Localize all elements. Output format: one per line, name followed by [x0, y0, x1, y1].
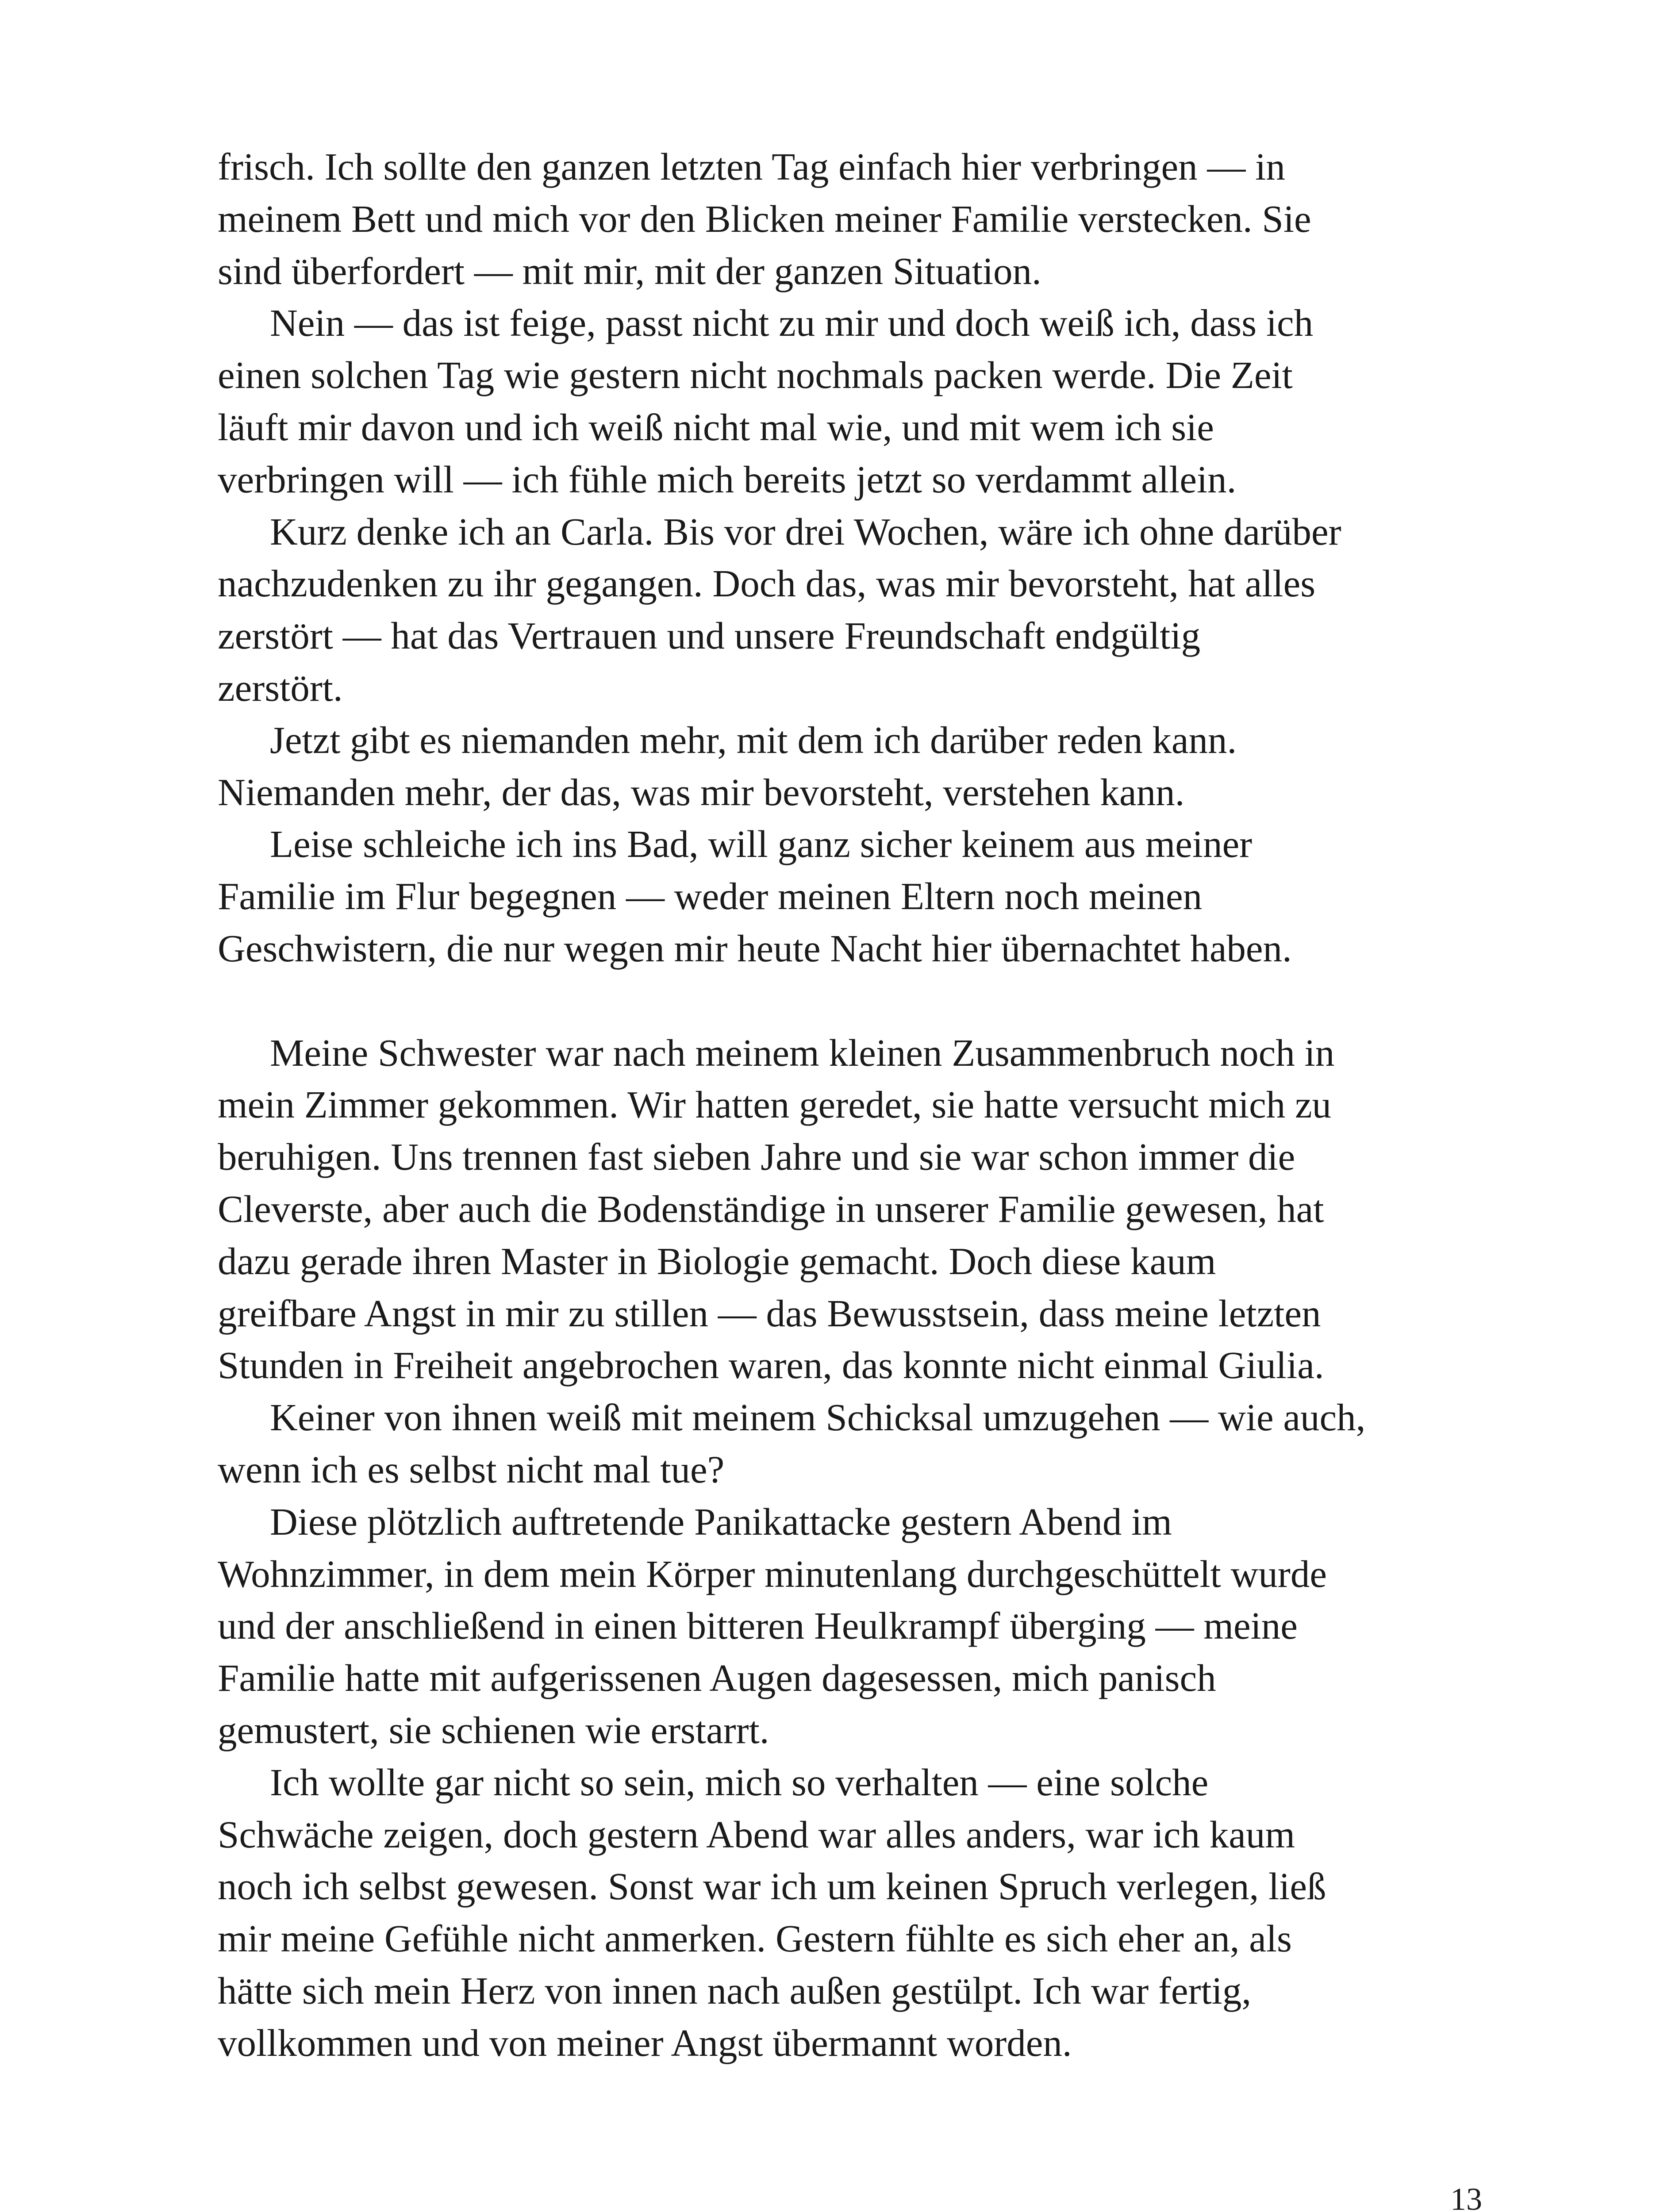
text-line: Schwäche zeigen, doch gestern Abend war alles anders, war ich kaum: [218, 1813, 1295, 1856]
page-number: 13: [1450, 2181, 1482, 2212]
text-line: zerstört.: [218, 666, 343, 709]
text-line: Kurz denke ich an Carla. Bis vor drei Wochen, wäre ich ohne darüber: [270, 510, 1341, 553]
text-line: frisch. Ich sollte den ganzen letzten Tag einfach hier verbringen — in: [218, 145, 1285, 188]
paragraph-8: [218, 1496, 1501, 1756]
text-line: zerstört — hat das Vertrauen und unsere Freundschaft endgültig: [218, 614, 1201, 657]
text-line: Leise schleiche ich ins Bad, will ganz sicher keinem aus meiner: [270, 822, 1253, 866]
paragraph-6: [218, 1027, 1501, 1392]
text-line: Nein — das ist feige, passt nicht zu mir und doch weiß ich, dass ich: [270, 301, 1314, 345]
text-line: Familie im Flur begegnen — weder meinen Eltern noch meinen: [218, 875, 1203, 918]
paragraph-9: [218, 1756, 1501, 2069]
text-line: verbringen will — ich fühle mich bereits jetzt so verdammt allein.: [218, 457, 1237, 501]
text-line: läuft mir davon und ich weiß nicht mal wie, und mit wem ich sie: [218, 405, 1214, 449]
body-text: [218, 141, 1501, 2069]
text-line: Wohnzimmer, in dem mein Körper minutenlang durchgeschüttelt wurde: [218, 1552, 1327, 1595]
text-line: einen solchen Tag wie gestern nicht nochmals packen werde. Die Zeit: [218, 353, 1293, 397]
text-line: Ich wollte gar nicht so sein, mich so verhalten — eine solche: [270, 1760, 1209, 1804]
paragraph-2: [218, 297, 1501, 505]
text-line: Geschwistern, die nur wegen mir heute Nacht hier übernachtet haben.: [218, 926, 1292, 970]
paragraph-7: [218, 1391, 1501, 1496]
text-line: Niemanden mehr, der das, was mir bevorsteht, verstehen kann.: [218, 770, 1185, 814]
text-line: Meine Schwester war nach meinem kleinen Zusammenbruch noch in: [270, 1031, 1335, 1074]
text-line: sind überfordert — mit mir, mit der ganzen Situation.: [218, 249, 1041, 292]
text-line: Cleverste, aber auch die Bodenständige in unserer Familie gewesen, hat: [218, 1187, 1324, 1230]
text-line: gemustert, sie schienen wie erstarrt.: [218, 1708, 769, 1751]
text-line: nachzudenken zu ihr gegangen. Doch das, was mir bevorsteht, hat alles: [218, 562, 1316, 605]
section-break: [218, 975, 1501, 1027]
text-line: mir meine Gefühle nicht anmerken. Gestern fühlte es sich eher an, als: [218, 1917, 1292, 1960]
text-line: vollkommen und von meiner Angst übermannt worden.: [218, 2021, 1072, 2064]
text-line: meinem Bett und mich vor den Blicken meiner Familie verstecken. Sie: [218, 197, 1311, 240]
text-line: mein Zimmer gekommen. Wir hatten geredet, sie hatte versucht mich zu: [218, 1083, 1332, 1126]
text-line: und der anschließend in einen bitteren Heulkrampf überging — meine: [218, 1604, 1298, 1647]
text-line: beruhigen. Uns trennen fast sieben Jahre und sie war schon immer die: [218, 1135, 1295, 1179]
paragraph-5: [218, 818, 1501, 974]
text-line: Diese plötzlich auftretende Panikattacke gestern Abend im: [270, 1500, 1172, 1543]
paragraph-3: [218, 506, 1501, 714]
text-line: noch ich selbst gewesen. Sonst war ich um keinen Spruch verlegen, ließ: [218, 1865, 1326, 1908]
text-line: greifbare Angst in mir zu stillen — das Bewusstsein, dass meine letzten: [218, 1291, 1321, 1335]
paragraph-4: [218, 714, 1501, 818]
text-line: Jetzt gibt es niemanden mehr, mit dem ich darüber reden kann.: [270, 718, 1237, 761]
text-line: dazu gerade ihren Master in Biologie gemacht. Doch diese kaum: [218, 1239, 1216, 1283]
text-line: hätte sich mein Herz von innen nach außen gestülpt. Ich war fertig,: [218, 1969, 1252, 2012]
text-line: Keiner von ihnen weiß mit meinem Schicksal umzugehen — wie auch,: [270, 1396, 1366, 1439]
text-line: wenn ich es selbst nicht mal tue?: [218, 1448, 725, 1491]
text-line: Familie hatte mit aufgerissenen Augen dagesessen, mich panisch: [218, 1656, 1216, 1700]
text-line: Stunden in Freiheit angebrochen waren, das konnte nicht einmal Giulia.: [218, 1344, 1324, 1387]
paragraph-1: [218, 141, 1501, 297]
